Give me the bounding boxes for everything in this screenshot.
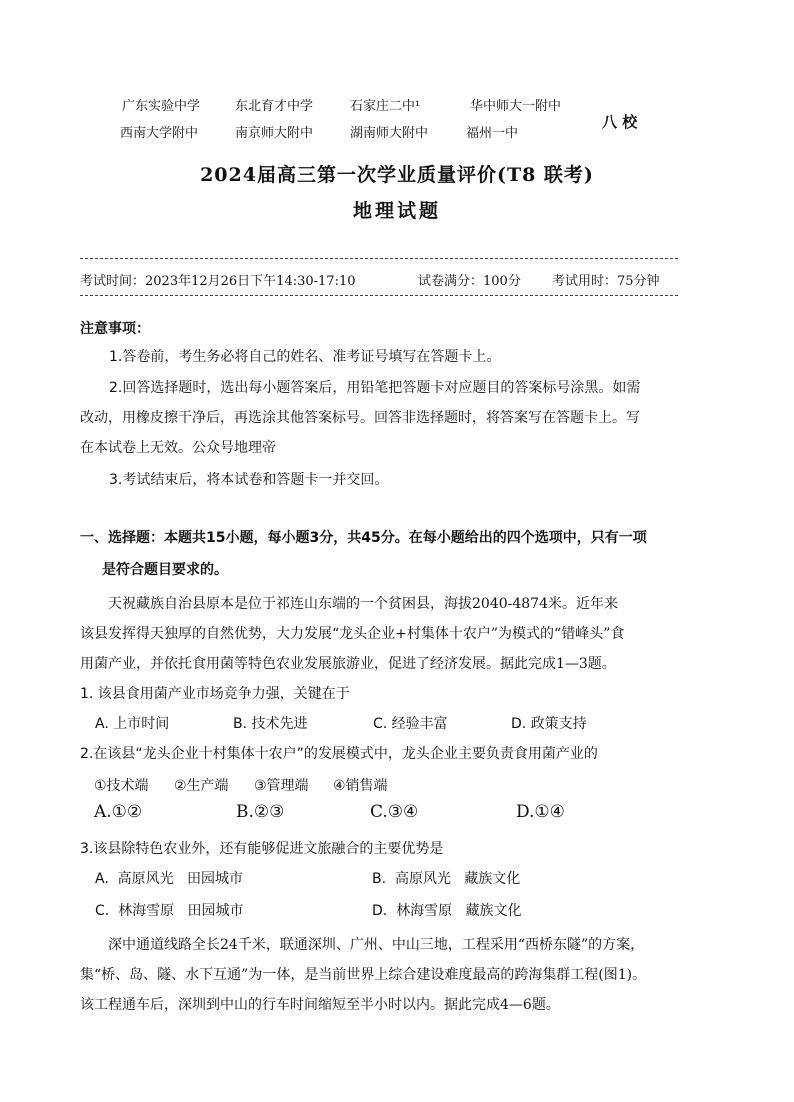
exam-subtitle: 地理试题 xyxy=(352,200,441,222)
option-c: C.③④ xyxy=(370,802,419,822)
school-name: 石家庄二中¹ xyxy=(350,99,421,114)
option-d: D. 林海雪原 藏族文化 xyxy=(372,903,522,919)
option-d: D.①④ xyxy=(516,802,565,822)
school-name: 广东实验中学 xyxy=(122,99,201,114)
passage-line: 该工程通车后，深圳到中山的行车时间缩短至半小时以内。据此完成4—6题。 xyxy=(80,997,560,1013)
school-name: 华中师大一附中 xyxy=(470,99,562,114)
option-b: B. 高原风光 藏族文化 xyxy=(372,871,521,887)
divider xyxy=(80,295,678,296)
school-name: 东北育才中学 xyxy=(235,99,314,114)
school-name: 西南大学附中 xyxy=(120,126,199,141)
passage-line: 该县发挥得天独厚的自然优势，大力发展“龙头企业+村集体十农户”为模式的“错峰头”食 xyxy=(80,626,625,642)
school-name: 湖南师大附中 xyxy=(350,126,429,141)
note-item: 2.回答选择题时，选出每小题答案后，用铅笔把答题卡对应题目的答案标号涂黑。如需 xyxy=(109,380,641,396)
note-item: 1.答卷前，考生务必将自己的姓名、准考证号填写在答题卡上。 xyxy=(109,349,501,365)
note-item: 改动，用橡皮擦干净后，再选涂其他答案标号。回答非选择题时，将答案写在答题卡上。写 xyxy=(80,410,640,426)
note-item: 在本试卷上无效。公众号地理帝 xyxy=(80,440,276,456)
choice-item: ④销售端 xyxy=(333,778,388,794)
option-a: A. 上市时间 xyxy=(95,716,170,732)
passage-line: 集“桥、岛、隧、水下互通”为一体，是当前世界上综合建设难度最高的跨海集群工程(图1)。 xyxy=(80,967,647,983)
question-stem: 3.该县除特色农业外，还有能够促进文旅融合的主要优势是 xyxy=(80,841,444,857)
option-a: A. 高原风光 田园城市 xyxy=(95,871,244,887)
option-b: B. 技术先进 xyxy=(233,716,308,732)
exam-duration: 考试用时：75分钟 xyxy=(552,274,660,289)
notes-heading: 注意事项： xyxy=(80,321,150,337)
divider xyxy=(80,258,678,259)
option-d: D. 政策支持 xyxy=(511,716,587,732)
option-c: C. 经验丰富 xyxy=(373,716,448,732)
option-c: C. 林海雪原 田园城市 xyxy=(95,903,244,919)
passage-line: 深中通道线路全长24千米，联通深圳、广州、中山三地，工程采用“西桥东隧”的方案， xyxy=(108,937,645,953)
option-b: B.②③ xyxy=(236,802,285,822)
school-name: 南京师大附中 xyxy=(235,126,314,141)
exam-time: 考试时间：2023年12月26日下午14:30-17:10 xyxy=(80,274,356,289)
exam-title: 2024届高三第一次学业质量评价(T8 联考) xyxy=(200,164,594,186)
question-stem: 2.在该县“龙头企业十村集体十农户”的发展模式中，龙头企业主要负责食用菌产业的 xyxy=(80,746,598,762)
question-stem: 1. 该县食用菌产业市场竞争力强，关键在于 xyxy=(80,686,350,702)
option-a: A.①② xyxy=(94,802,143,822)
choice-item: ①技术端 xyxy=(94,778,149,794)
passage-line: 天祝藏族自治县原本是位于祁连山东端的一个贫困县，海拔2040-4874米。近年来 xyxy=(108,596,618,612)
choice-item: ②生产端 xyxy=(174,778,229,794)
passage-line: 用菌产业，并依托食用菌等特色农业发展旅游业，促进了经济发展。据此完成1—3题。 xyxy=(80,656,616,672)
eight-schools-label: 八 校 xyxy=(602,113,638,131)
full-score: 试卷满分：100分 xyxy=(418,274,521,289)
school-name: 福州一中 xyxy=(466,126,519,141)
section-heading: 一、选择题：本题共15小题，每小题3分，共45分。在每小题给出的四个选项中，只有一项 xyxy=(80,530,647,546)
section-heading: 是符合题目要求的。 xyxy=(102,562,228,578)
note-item: 3.考试结束后，将本试卷和答题卡一并交回。 xyxy=(109,472,389,488)
choice-item: ③管理端 xyxy=(254,778,309,794)
